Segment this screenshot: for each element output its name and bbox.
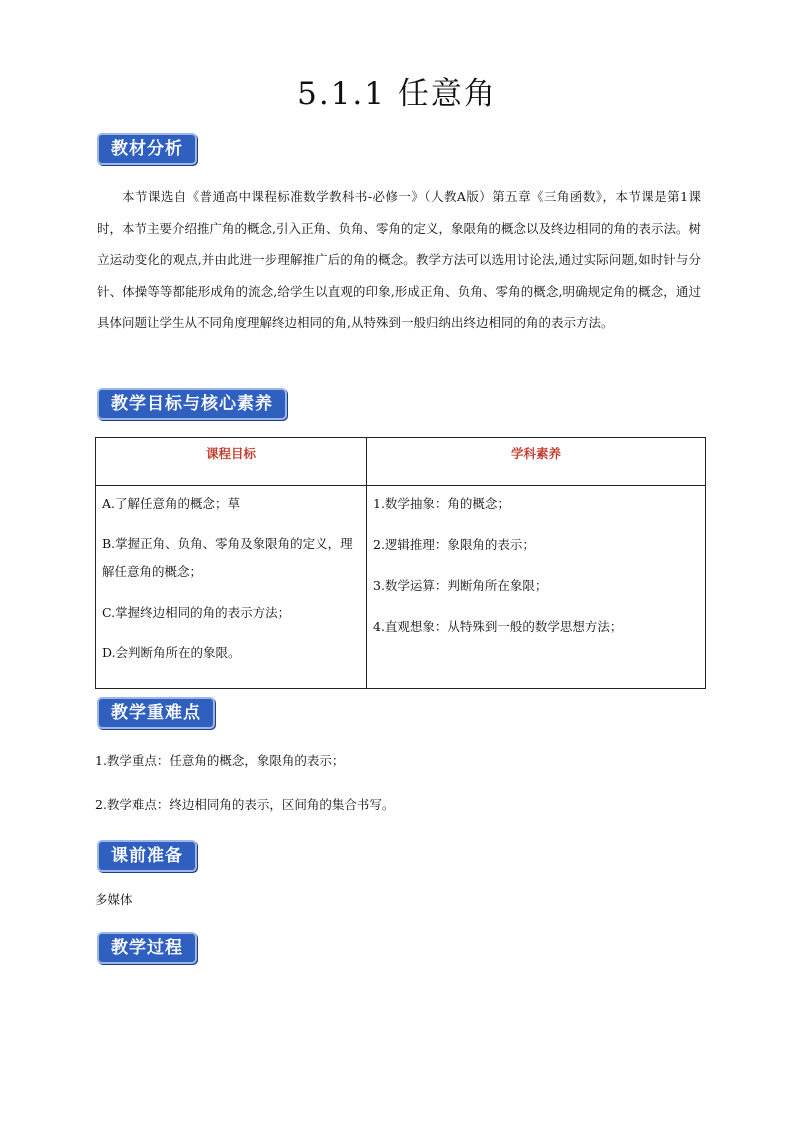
analysis-paragraph: 本节课选自《普通高中课程标准数学教科书-必修一》（人教A版）第五章《三角函数》，本节课是第1课时，本节主要介绍推广角的概念,引入正角、负角、零角的定义，象限角的概念以及终边相同的角的表示法。树立运动变化的观点,并由此进一步理解推广后的角的概念。教学方法可以选用讨论法,通过实际问题,如时针与分针、体操等等都能形成角的流念,给学生以直观的印象,形成正角、负角、零角的概念,明确规定角的概念，通过具体问题让学生从不同角度理解终边相同的角,从特殊到一般归纳出终边相同的角的表示方法。 [97,189,701,330]
course-goals-cell [96,486,367,689]
key-point-item: 1.教学重点：任意角的概念，象限角的表示； [95,753,345,768]
section-label-preparation: 课前准备 [97,840,197,872]
preparation-text: 多媒体 [95,892,133,907]
literacy-item: 3.数学运算：判断角所在象限； [373,578,548,593]
course-goal-item: B.掌握正角、负角、零角及象限角的定义，理解任意角的概念； [102,536,353,579]
section-label-analysis: 教材分析 [97,133,197,165]
literacy-item: 2.逻辑推理：象限角的表示； [373,537,535,552]
goals-table [95,437,706,689]
page-title: 5.1.1 任意角 [297,76,497,112]
literacy-item: 1.数学抽象：角的概念； [373,496,510,511]
literacy-cell [367,486,706,689]
course-goal-item: C.掌握终边相同的角的表示方法； [102,605,291,620]
key-point-item: 2.教学难点：终边相同角的表示，区间角的集合书写。 [95,797,395,812]
goals-table-row [96,486,706,689]
section-label-process: 教学过程 [97,932,197,964]
header-literacy: 学科素养 [367,438,706,486]
section-label-key-points: 教学重难点 [97,697,215,729]
section-label-goals: 教学目标与核心素养 [97,388,287,420]
course-goal-item: A.了解任意角的概念；䓍 [102,496,241,511]
literacy-item: 4.直观想象：从特殊到一般的数学思想方法； [373,619,623,634]
goals-table-header-row [96,438,706,486]
header-course-goals: 课程目标 [96,438,367,486]
course-goal-item: D.会判断角所在的象限。 [102,645,241,660]
